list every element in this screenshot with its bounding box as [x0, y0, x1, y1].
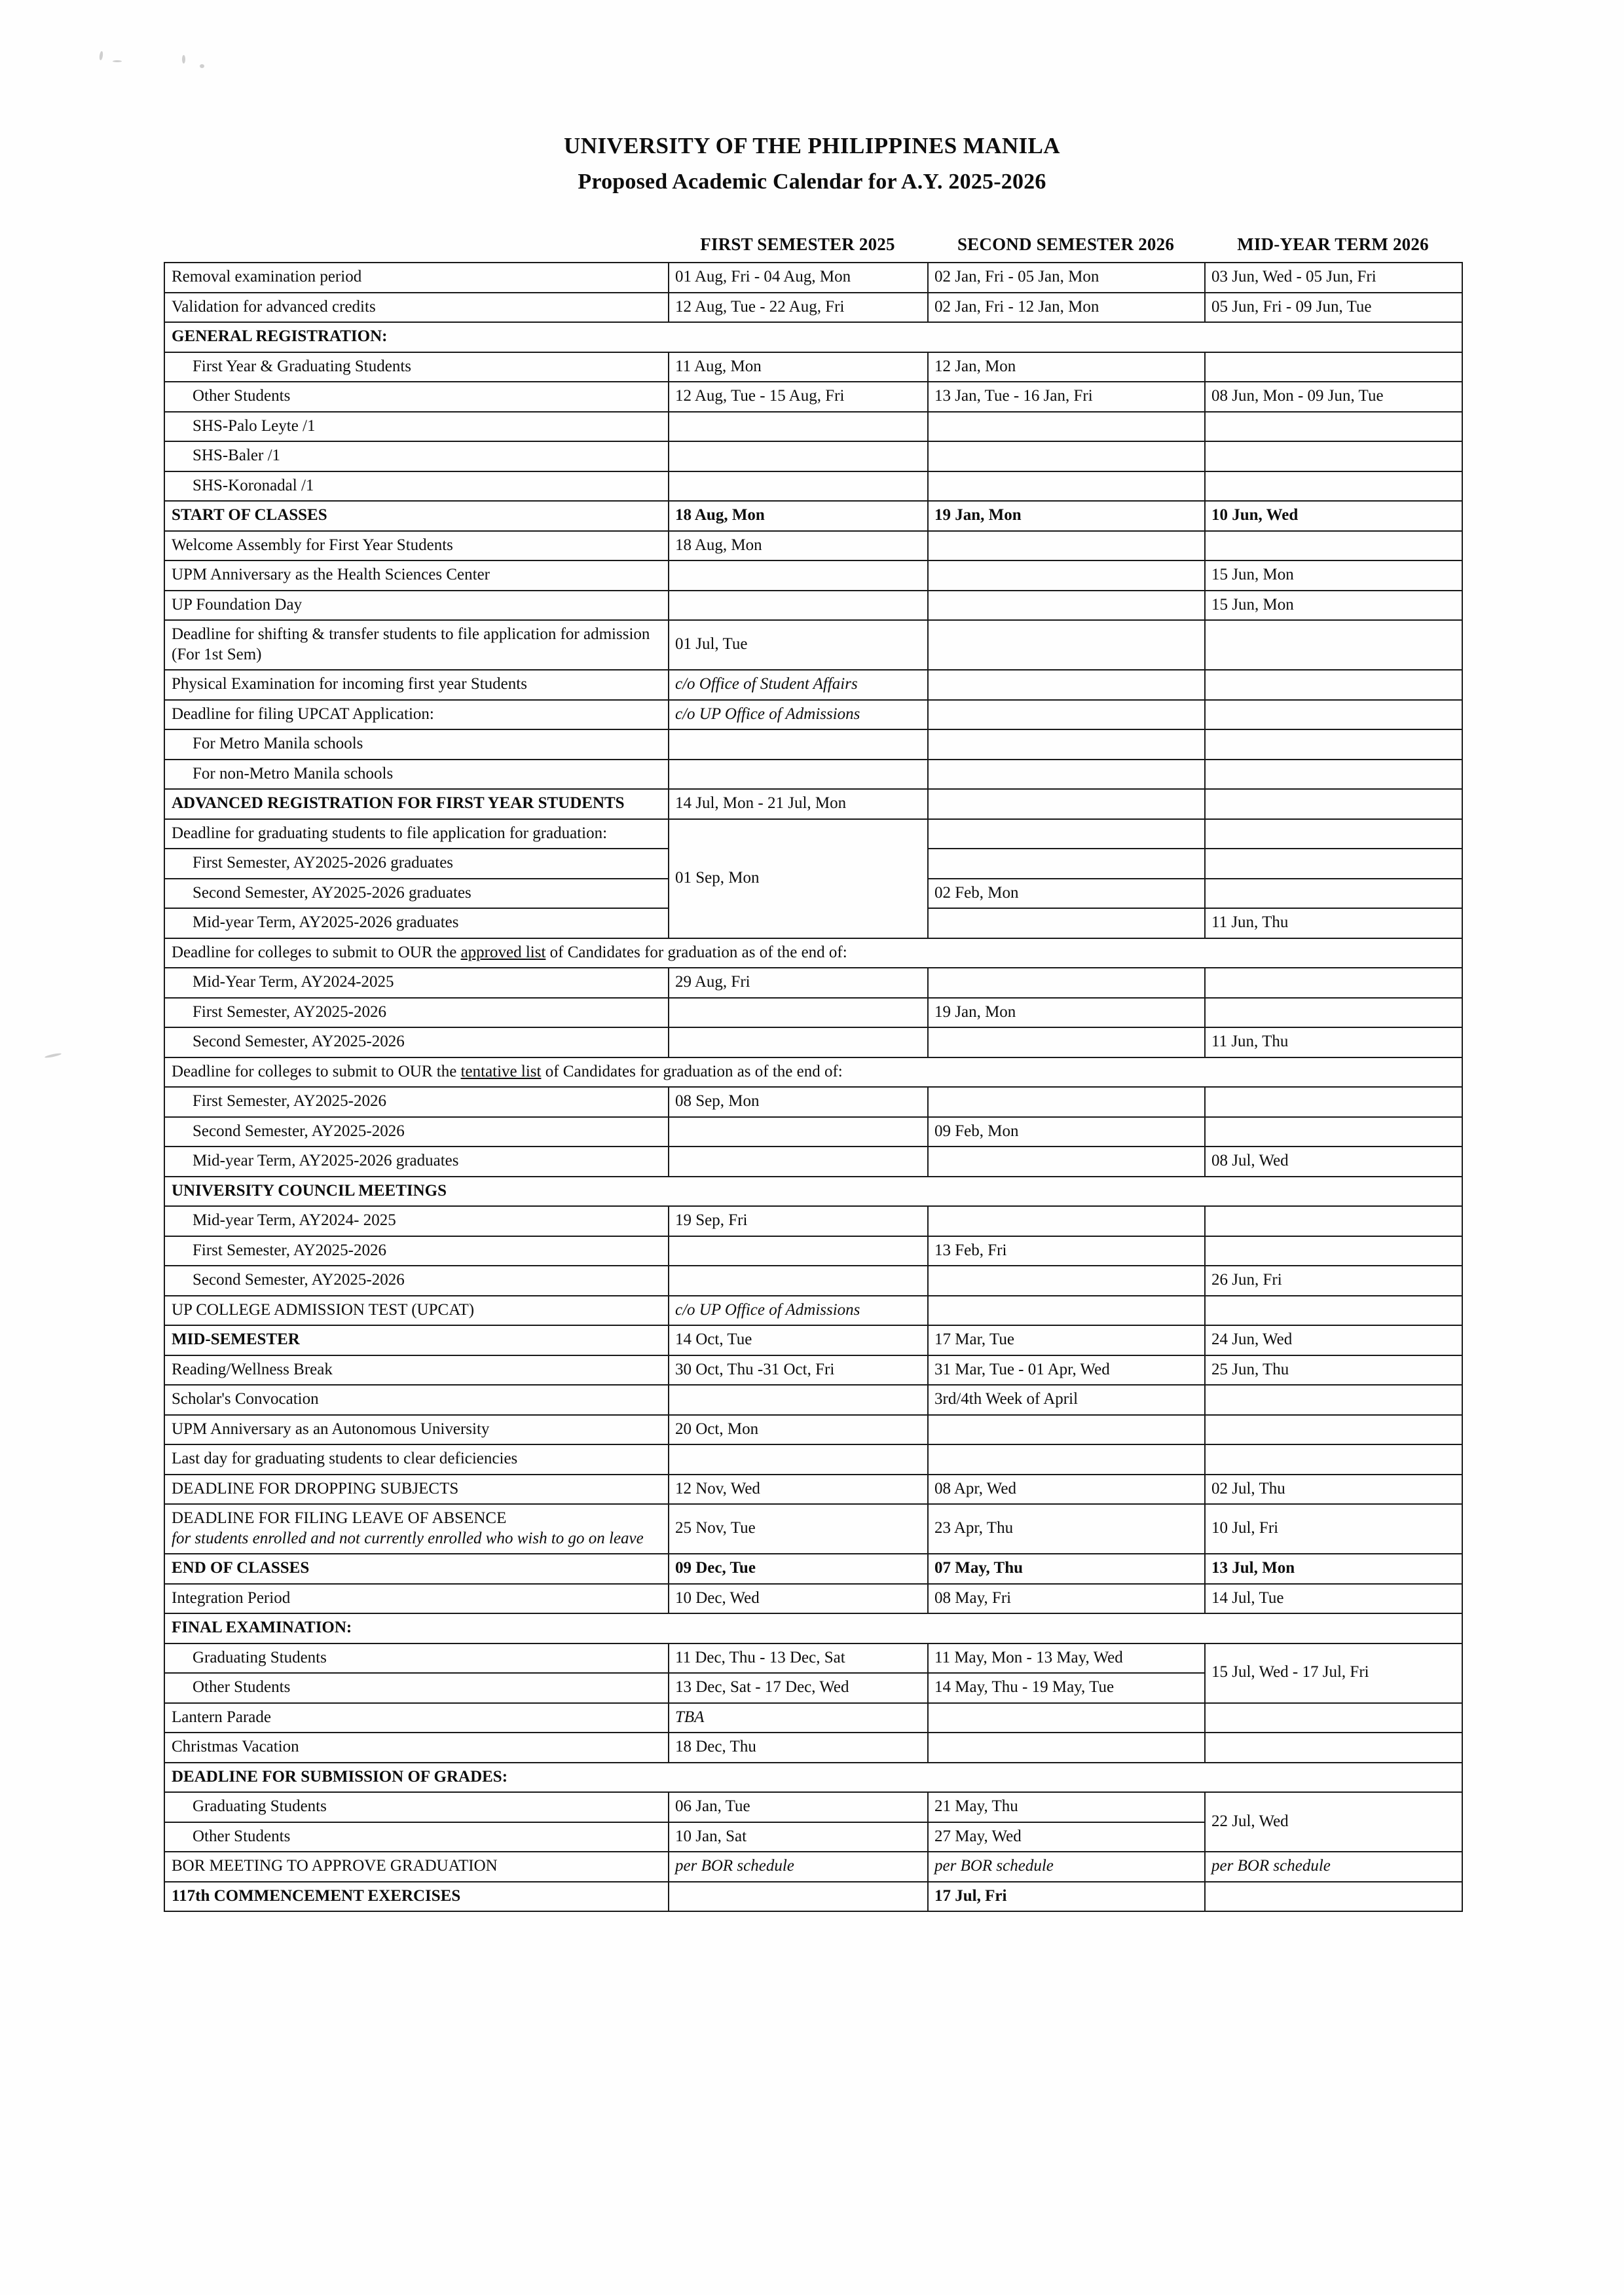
midyear-date: 24 Jun, Wed [1205, 1325, 1462, 1355]
midyear-date: 13 Jul, Mon [1205, 1554, 1462, 1584]
first-sem-date: 13 Dec, Sat - 17 Dec, Wed [669, 1673, 928, 1703]
midyear-date: 05 Jun, Fri - 09 Jun, Tue [1205, 293, 1462, 323]
table-row [164, 1882, 1462, 1912]
midyear-date: per BOR schedule [1205, 1852, 1462, 1882]
event-name: UP COLLEGE ADMISSION TEST (UPCAT) [164, 1296, 669, 1326]
midyear-date [1205, 1087, 1462, 1117]
second-sem-date: 07 May, Thu [928, 1554, 1205, 1584]
event-name: Integration Period [164, 1584, 669, 1614]
second-sem-date: 19 Jan, Mon [928, 501, 1205, 531]
event-name: SHS-Baler /1 [164, 441, 669, 471]
second-sem-date: per BOR schedule [928, 1852, 1205, 1882]
first-sem-date: 12 Nov, Wed [669, 1475, 928, 1505]
table-row [164, 998, 1462, 1028]
event-name-deadline-leave-of-absence [164, 1504, 669, 1554]
first-sem-date [669, 998, 928, 1028]
first-sem-date: 06 Jan, Tue [669, 1792, 928, 1822]
midyear-date: 14 Jul, Tue [1205, 1584, 1462, 1614]
midyear-date [1205, 879, 1462, 909]
event-name-bor-meeting: BOR MEETING TO APPROVE GRADUATION [164, 1852, 669, 1882]
table-row [164, 1147, 1462, 1177]
first-sem-date: 10 Jan, Sat [669, 1822, 928, 1852]
midyear-date [1205, 1733, 1462, 1763]
table-row [164, 1206, 1462, 1236]
second-sem-date [928, 729, 1205, 760]
section-heading-row [164, 322, 1462, 352]
table-row [164, 968, 1462, 998]
second-sem-date [928, 1444, 1205, 1475]
heading-text-pre: Deadline for colleges to submit to OUR the [172, 1062, 461, 1080]
heading-text-pre: Deadline for colleges to submit to OUR the [172, 943, 461, 961]
first-sem-date [669, 1236, 928, 1266]
column-header-second-semester: SECOND SEMESTER 2026 [957, 234, 1175, 254]
table-row [164, 1852, 1462, 1882]
midyear-date [1205, 1236, 1462, 1266]
table-row [164, 1703, 1462, 1733]
column-header-first-semester: FIRST SEMESTER 2025 [700, 234, 895, 254]
event-name-end-of-classes: END OF CLASSES [164, 1554, 669, 1584]
event-name: Christmas Vacation [164, 1733, 669, 1763]
second-sem-date [928, 1296, 1205, 1326]
midyear-date: 08 Jul, Wed [1205, 1147, 1462, 1177]
second-sem-date [928, 531, 1205, 561]
table-row [164, 700, 1462, 730]
midyear-date: 10 Jul, Fri [1205, 1504, 1462, 1554]
first-sem-date [669, 1117, 928, 1147]
event-name: SHS-Palo Leyte /1 [164, 412, 669, 442]
event-name: Second Semester, AY2025-2026 [164, 1266, 669, 1296]
midyear-date [1205, 1296, 1462, 1326]
scan-artifact [99, 51, 103, 61]
first-sem-date: c/o Office of Student Affairs [669, 670, 928, 700]
first-sem-date [669, 412, 928, 442]
midyear-date [1205, 670, 1462, 700]
table-row [164, 1415, 1462, 1445]
first-sem-date: 11 Dec, Thu - 13 Dec, Sat [669, 1643, 928, 1674]
second-sem-date [928, 789, 1205, 819]
event-name-line1: DEADLINE FOR FILING LEAVE OF ABSENCE [172, 1509, 507, 1527]
first-sem-date: 30 Oct, Thu -31 Oct, Fri [669, 1355, 928, 1386]
table-row [164, 1643, 1462, 1674]
midyear-date [1205, 819, 1462, 849]
midyear-date [1205, 441, 1462, 471]
section-heading-tentative-list [164, 1057, 1462, 1088]
event-name: Physical Examination for incoming first year Students [164, 670, 669, 700]
event-name: UPM Anniversary as an Autonomous University [164, 1415, 669, 1445]
scan-artifact [200, 64, 204, 68]
document-subtitle: Proposed Academic Calendar for A.Y. 2025-2026 [578, 169, 1046, 194]
first-sem-date: 18 Aug, Mon [669, 531, 928, 561]
event-name: UP Foundation Day [164, 591, 669, 621]
table-row [164, 263, 1462, 293]
second-sem-date [928, 908, 1205, 938]
event-name-start-of-classes: START OF CLASSES [164, 501, 669, 531]
first-sem-date: 25 Nov, Tue [669, 1504, 928, 1554]
first-sem-date: c/o UP Office of Admissions [669, 700, 928, 730]
table-row [164, 1385, 1462, 1415]
second-sem-date: 3rd/4th Week of April [928, 1385, 1205, 1415]
second-sem-date [928, 1703, 1205, 1733]
section-heading-final-examination: FINAL EXAMINATION: [164, 1613, 1462, 1643]
second-sem-date [928, 441, 1205, 471]
academic-calendar-table [164, 262, 1463, 1912]
first-sem-date: per BOR schedule [669, 1852, 928, 1882]
table-row [164, 1355, 1462, 1386]
second-sem-date [928, 670, 1205, 700]
section-heading-approved-list [164, 938, 1462, 968]
midyear-date: 15 Jul, Wed - 17 Jul, Fri [1205, 1643, 1462, 1703]
first-sem-date [669, 1027, 928, 1057]
table-row [164, 560, 1462, 591]
midyear-date [1205, 1882, 1462, 1912]
second-sem-date: 17 Jul, Fri [928, 1882, 1205, 1912]
event-name: Graduating Students [164, 1792, 669, 1822]
scan-artifact [45, 1052, 62, 1058]
event-name: First Semester, AY2025-2026 graduates [164, 849, 669, 879]
first-sem-date: 19 Sep, Fri [669, 1206, 928, 1236]
first-sem-date [669, 591, 928, 621]
midyear-date [1205, 849, 1462, 879]
first-sem-date [669, 1147, 928, 1177]
event-name: First Semester, AY2025-2026 [164, 1087, 669, 1117]
event-name: Mid-Year Term, AY2024-2025 [164, 968, 669, 998]
second-sem-date: 31 Mar, Tue - 01 Apr, Wed [928, 1355, 1205, 1386]
first-sem-date [669, 1444, 928, 1475]
event-name: Graduating Students [164, 1643, 669, 1674]
scan-artifact [182, 55, 185, 64]
midyear-date: 22 Jul, Wed [1205, 1792, 1462, 1852]
first-sem-date [669, 441, 928, 471]
table-row [164, 293, 1462, 323]
event-name: Mid-year Term, AY2024- 2025 [164, 1206, 669, 1236]
second-sem-date: 14 May, Thu - 19 May, Tue [928, 1673, 1205, 1703]
midyear-date: 02 Jul, Thu [1205, 1475, 1462, 1505]
table-row [164, 1296, 1462, 1326]
second-sem-date [928, 471, 1205, 502]
midyear-date: 15 Jun, Mon [1205, 591, 1462, 621]
table-row [164, 1027, 1462, 1057]
event-name: Other Students [164, 1822, 669, 1852]
event-name: Deadline for filing UPCAT Application: [164, 700, 669, 730]
second-sem-date: 13 Jan, Tue - 16 Jan, Fri [928, 382, 1205, 412]
first-sem-date: 10 Dec, Wed [669, 1584, 928, 1614]
heading-text-post: of Candidates for graduation as of the end of: [545, 943, 847, 961]
heading-text-underlined: approved list [460, 943, 546, 961]
table-row [164, 1475, 1462, 1505]
first-sem-date: 01 Sep, Mon [669, 819, 928, 938]
midyear-date [1205, 531, 1462, 561]
event-name: Last day for graduating students to clear deficiencies [164, 1444, 669, 1475]
midyear-date [1205, 968, 1462, 998]
second-sem-date: 23 Apr, Thu [928, 1504, 1205, 1554]
table-row [164, 531, 1462, 561]
midyear-date: 15 Jun, Mon [1205, 560, 1462, 591]
event-name: First Year & Graduating Students [164, 352, 669, 382]
table-row [164, 1325, 1462, 1355]
event-name: Second Semester, AY2025-2026 graduates [164, 879, 669, 909]
table-row [164, 441, 1462, 471]
section-heading-row [164, 938, 1462, 968]
second-sem-date [928, 1027, 1205, 1057]
second-sem-date [928, 1147, 1205, 1177]
first-sem-date [669, 729, 928, 760]
second-sem-date [928, 968, 1205, 998]
second-sem-date: 21 May, Thu [928, 1792, 1205, 1822]
table-row [164, 670, 1462, 700]
second-sem-date [928, 700, 1205, 730]
table-row [164, 1236, 1462, 1266]
section-heading-general-registration: GENERAL REGISTRATION: [164, 322, 1462, 352]
midyear-date: 03 Jun, Wed - 05 Jun, Fri [1205, 263, 1462, 293]
midyear-date [1205, 1703, 1462, 1733]
first-sem-date: 11 Aug, Mon [669, 352, 928, 382]
second-sem-date: 12 Jan, Mon [928, 352, 1205, 382]
event-name: Validation for advanced credits [164, 293, 669, 323]
table-row [164, 412, 1462, 442]
second-sem-date [928, 1266, 1205, 1296]
column-header-spacer [164, 234, 668, 261]
event-name-line2: for students enrolled and not currently enrolled who wish to go on leave [172, 1529, 644, 1547]
event-name: Second Semester, AY2025-2026 [164, 1117, 669, 1147]
midyear-date [1205, 1415, 1462, 1445]
midyear-date [1205, 1385, 1462, 1415]
first-sem-date: 01 Aug, Fri - 04 Aug, Mon [669, 263, 928, 293]
midyear-date: 08 Jun, Mon - 09 Jun, Tue [1205, 382, 1462, 412]
section-heading-row [164, 1057, 1462, 1088]
table-row [164, 352, 1462, 382]
table-row [164, 1504, 1462, 1554]
event-name-commencement-exercises: 117th COMMENCEMENT EXERCISES [164, 1882, 669, 1912]
midyear-date [1205, 1206, 1462, 1236]
table-row [164, 1733, 1462, 1763]
second-sem-date [928, 560, 1205, 591]
second-sem-date [928, 760, 1205, 790]
table-row [164, 1584, 1462, 1614]
first-sem-date: 08 Sep, Mon [669, 1087, 928, 1117]
event-name: Other Students [164, 382, 669, 412]
first-sem-date [669, 1882, 928, 1912]
midyear-date [1205, 700, 1462, 730]
event-name: Deadline for graduating students to file application for graduation: [164, 819, 669, 849]
first-sem-date: 18 Aug, Mon [669, 501, 928, 531]
midyear-date [1205, 620, 1462, 670]
event-name: Scholar's Convocation [164, 1385, 669, 1415]
table-row [164, 1117, 1462, 1147]
event-name: For Metro Manila schools [164, 729, 669, 760]
event-name: Mid-year Term, AY2025-2026 graduates [164, 908, 669, 938]
second-sem-date [928, 1733, 1205, 1763]
second-sem-date [928, 412, 1205, 442]
table-row [164, 1087, 1462, 1117]
event-name: Removal examination period [164, 263, 669, 293]
table-row [164, 760, 1462, 790]
midyear-date [1205, 1117, 1462, 1147]
event-name-advanced-registration: ADVANCED REGISTRATION FOR FIRST YEAR STUDENTS [164, 789, 669, 819]
section-heading-submission-of-grades: DEADLINE FOR SUBMISSION OF GRADES: [164, 1763, 1462, 1793]
table-row [164, 729, 1462, 760]
first-sem-date: 14 Jul, Mon - 21 Jul, Mon [669, 789, 928, 819]
event-name-deadline-dropping-subjects: DEADLINE FOR DROPPING SUBJECTS [164, 1475, 669, 1505]
document-title: UNIVERSITY OF THE PHILIPPINES MANILA [564, 133, 1060, 158]
column-headers [164, 234, 1462, 261]
first-sem-date: 12 Aug, Tue - 22 Aug, Fri [669, 293, 928, 323]
second-sem-date [928, 1415, 1205, 1445]
event-name: For non-Metro Manila schools [164, 760, 669, 790]
second-sem-date: 17 Mar, Tue [928, 1325, 1205, 1355]
first-sem-date [669, 1266, 928, 1296]
first-sem-date: 18 Dec, Thu [669, 1733, 928, 1763]
event-name: Mid-year Term, AY2025-2026 graduates [164, 1147, 669, 1177]
section-heading-row [164, 1613, 1462, 1643]
document-header [0, 131, 1624, 196]
event-name: First Semester, AY2025-2026 [164, 998, 669, 1028]
midyear-date: 10 Jun, Wed [1205, 501, 1462, 531]
first-sem-date: 29 Aug, Fri [669, 968, 928, 998]
table-row [164, 501, 1462, 531]
second-sem-date: 08 Apr, Wed [928, 1475, 1205, 1505]
heading-text-post: of Candidates for graduation as of the end of: [541, 1062, 843, 1080]
table-row [164, 1792, 1462, 1822]
table-row [164, 382, 1462, 412]
event-name: UPM Anniversary as the Health Sciences Center [164, 560, 669, 591]
first-sem-date [669, 1385, 928, 1415]
table-row [164, 591, 1462, 621]
second-sem-date [928, 591, 1205, 621]
event-name: Reading/Wellness Break [164, 1355, 669, 1386]
event-name: Second Semester, AY2025-2026 [164, 1027, 669, 1057]
midyear-date [1205, 1444, 1462, 1475]
table-row [164, 1554, 1462, 1584]
second-sem-date: 19 Jan, Mon [928, 998, 1205, 1028]
second-sem-date: 02 Jan, Fri - 12 Jan, Mon [928, 293, 1205, 323]
second-sem-date [928, 849, 1205, 879]
second-sem-date [928, 620, 1205, 670]
section-heading-row [164, 1177, 1462, 1207]
second-sem-date [928, 819, 1205, 849]
table-row [164, 1444, 1462, 1475]
midyear-date [1205, 412, 1462, 442]
event-name-mid-semester: MID-SEMESTER [164, 1325, 669, 1355]
table-row [164, 620, 1462, 670]
scan-artifact [113, 60, 122, 62]
second-sem-date: 02 Feb, Mon [928, 879, 1205, 909]
second-sem-date [928, 1206, 1205, 1236]
second-sem-date: 13 Feb, Fri [928, 1236, 1205, 1266]
first-sem-date: 14 Oct, Tue [669, 1325, 928, 1355]
midyear-date: 26 Jun, Fri [1205, 1266, 1462, 1296]
second-sem-date: 11 May, Mon - 13 May, Wed [928, 1643, 1205, 1674]
table-row [164, 1266, 1462, 1296]
first-sem-date [669, 471, 928, 502]
second-sem-date: 27 May, Wed [928, 1822, 1205, 1852]
midyear-date [1205, 760, 1462, 790]
section-heading-university-council-meetings: UNIVERSITY COUNCIL MEETINGS [164, 1177, 1462, 1207]
second-sem-date: 08 May, Fri [928, 1584, 1205, 1614]
event-name: Lantern Parade [164, 1703, 669, 1733]
second-sem-date: 09 Feb, Mon [928, 1117, 1205, 1147]
first-sem-date: 01 Jul, Tue [669, 620, 928, 670]
midyear-date [1205, 471, 1462, 502]
second-sem-date: 02 Jan, Fri - 05 Jan, Mon [928, 263, 1205, 293]
section-heading-row [164, 1763, 1462, 1793]
midyear-date: 11 Jun, Thu [1205, 1027, 1462, 1057]
event-name: Welcome Assembly for First Year Students [164, 531, 669, 561]
first-sem-date: 09 Dec, Tue [669, 1554, 928, 1584]
event-name: SHS-Koronadal /1 [164, 471, 669, 502]
midyear-date [1205, 352, 1462, 382]
event-name: Other Students [164, 1673, 669, 1703]
first-sem-date: c/o UP Office of Admissions [669, 1296, 928, 1326]
midyear-date: 11 Jun, Thu [1205, 908, 1462, 938]
midyear-date [1205, 729, 1462, 760]
first-sem-date: 12 Aug, Tue - 15 Aug, Fri [669, 382, 928, 412]
event-name: First Semester, AY2025-2026 [164, 1236, 669, 1266]
first-sem-date [669, 560, 928, 591]
midyear-date: 25 Jun, Thu [1205, 1355, 1462, 1386]
first-sem-date: TBA [669, 1703, 928, 1733]
second-sem-date [928, 1087, 1205, 1117]
midyear-date [1205, 789, 1462, 819]
first-sem-date: 20 Oct, Mon [669, 1415, 928, 1445]
table-row [164, 471, 1462, 502]
event-name: Deadline for shifting & transfer students to file application for admission (For 1st Sem) [164, 620, 669, 670]
midyear-date [1205, 998, 1462, 1028]
column-header-midyear-term: MID-YEAR TERM 2026 [1237, 234, 1429, 254]
table-row [164, 819, 1462, 849]
first-sem-date [669, 760, 928, 790]
heading-text-underlined: tentative list [460, 1062, 542, 1080]
table-row [164, 789, 1462, 819]
